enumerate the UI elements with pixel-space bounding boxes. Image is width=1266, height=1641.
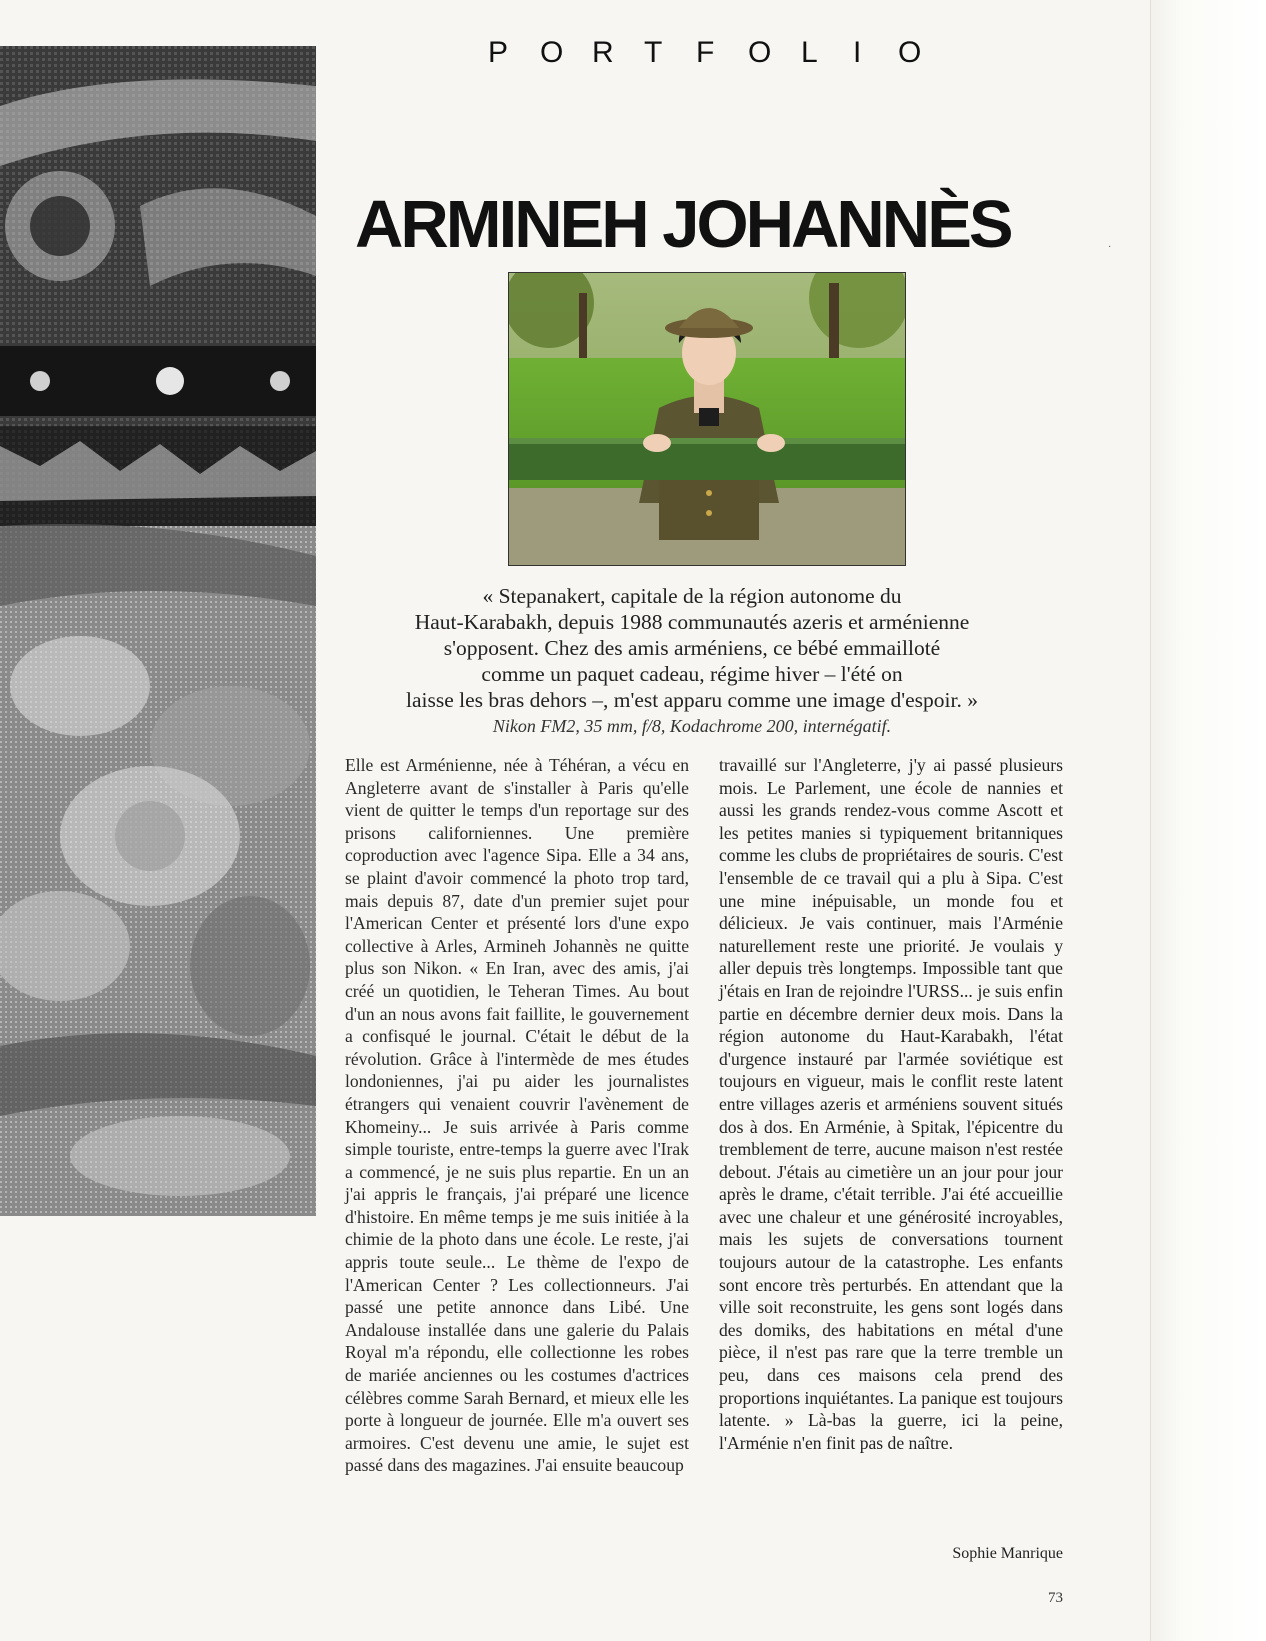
portrait-photo [508, 272, 906, 566]
page-number: 73 [1048, 1590, 1063, 1606]
header-letter: T [644, 36, 665, 69]
header-letter: I [853, 36, 864, 69]
header-letter: L [801, 36, 820, 69]
body-column-right: travaillé sur l'Angleterre, j'y ai passé plusieurs mois. Le Parlement, une école de nannies et aussi les grands rendez-vous comme Ascott et les petites manies si typiquement britanniques comme les clubs de propriétaires de souris. C'est l'ensemble de ce travail qui a plu à Sipa. C'est une mine inépuisable, un monde fou et délicieux. Je vais continuer, mais l'Arménie naturellement reste une priorité. Je voulais y aller depuis très longtemps. Impossible tant que j'étais en Iran de rejoindre l'URSS... je suis enfin partie en décembre dernier deux mois. Dans la région autonome du Haut-Karabakh, l'état d'urgence instauré par l'armée soviétique est toujours en vigueur, mais le conflit reste latent entre villages azeris et arméniens souvent situés dos à dos. En Arménie, à Spitak, l'épicentre du tremblement de terre, aucune maison n'est restée debout. J'étais au cimetière un an jour pour jour après le drame, c'était terrible. J'ai été accueillie avec une chaleur et une générosité incroyables, mais les sujets de conversations tournent toujours autour de la catastrophe. Les enfants sont encore très perturbés. En attendant que la ville soit reconstruite, les gens sont logés dans des domiks, des habitations en métal d'une pièce, il n'est pas rare que la terre tremble un peu, dans ces maisons cela prend des proportions inquiétantes. La panique est toujours latente. » Là-bas la guerre, ici la peine, l'Arménie n'en finit pas de naître. [719, 755, 1063, 1453]
caption-line: Haut-Karabakh, depuis 1988 communautés azeris et arménienne [414, 610, 970, 634]
body-column-left: Elle est Arménienne, née à Téhéran, a vécu en Angleterre avant de s'installer à Paris qu'elle vient de quitter le temps d'un reportage sur des prisons californiennes. Une première coproduction avec l'agence Sipa. Elle a 34 ans, se plaint d'avoir commencé la photo trop tard, mais depuis 87, date d'un premier sujet pour l'American Center et présenté lors d'une expo collective à Arles, Armineh Johannès ne quitte plus son Nikon. « En Iran, avec des amis, j'ai créé un quotidien, le Teheran Times. Au bout d'un an nous avons fait faillite, le gouvernement a confisqué le journal. C'était le début de la révolution. Grâce à l'intermède de mes études londoniennes, j'ai pu aider les journalistes étrangers qui venaient couvrir l'avènement de Khomeiny... Je suis arrivée à Paris comme simple touriste, entre-temps la guerre avec l'Irak a commencé, je ne suis plus repartie. En un an j'ai appris le français, j'ai préparé une licence d'histoire. En même temps je me suis initiée à la chimie de la photo dans une école. Le reste, j'ai appris toute seule... Le thème de l'expo de l'American Center ? Les collectionneurs. J'ai passé une petite annonce dans Libé. Une Andalouse installée dans une galerie du Palais Royal m'a répondu, elle collectionne les robes de mariée anciennes ou les costumes d'actrices célèbres comme Sarah Bernard, et mieux elle les porte à longueur de journée. Elle m'a ouvert ses armoires. C'est devenu une amie, le sujet est passé dans des magazines. J'ai ensuite beaucoup [345, 755, 689, 1476]
article-title: ARMINEH JOHANNÈS [355, 187, 1011, 262]
page-edge [1150, 0, 1266, 1641]
header-letter: O [748, 36, 774, 69]
header-letter: R [592, 36, 616, 69]
photo-technical-details: Nikon FM2, 35 mm, f/8, Kodachrome 200, internégatif. [492, 716, 892, 736]
photo-caption [372, 583, 1012, 739]
caption-line: laisse les bras dehors –, m'est apparu comme une image d'espoir. » [406, 688, 978, 712]
caption-line: « Stepanakert, capitale de la région autonome du [482, 584, 902, 608]
header-letter: O [540, 36, 566, 69]
author-byline: Sophie Manrique [952, 1545, 1063, 1562]
caption-line: s'opposent. Chez des amis arméniens, ce bébé emmailloté [443, 636, 941, 660]
header-letter: F [696, 36, 717, 69]
caption-line: comme un paquet cadeau, régime hiver – l'été on [481, 662, 903, 686]
section-header [488, 36, 928, 76]
textile-photo [0, 46, 316, 1216]
page-fold-line [1150, 0, 1151, 1641]
header-letter: O [898, 36, 924, 69]
print-speck: · [1108, 242, 1112, 253]
header-letter: P [488, 36, 511, 69]
